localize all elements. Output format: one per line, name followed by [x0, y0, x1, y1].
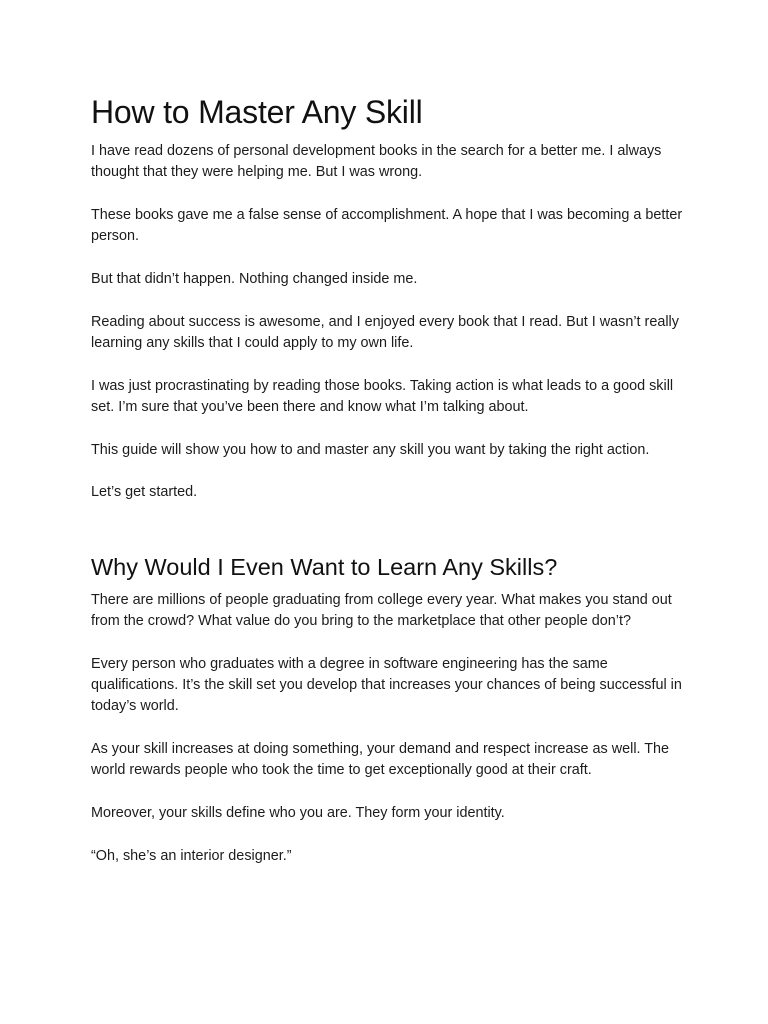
section-paragraph: “Oh, she’s an interior designer.”	[91, 847, 292, 864]
intro-paragraph: Reading about success is awesome, and I enjoyed every book that I read. But I wasn’t really learning any skills that I could apply to my own life.	[91, 313, 679, 351]
document-page	[91, 92, 691, 888]
intro-paragraph: This guide will show you how to and master any skill you want by taking the right action.	[91, 441, 650, 458]
intro-paragraph: But that didn’t happen. Nothing changed inside me.	[91, 270, 418, 287]
section-heading: Why Would I Even Want to Learn Any Skills?	[91, 553, 558, 580]
intro-paragraph: I was just procrastinating by reading those books. Taking action is what leads to a good skill set. I’m sure that you’ve been there and know what I’m talking about.	[91, 377, 674, 415]
page-title: How to Master Any Skill	[91, 94, 423, 130]
section-paragraph: Moreover, your skills define who you are. They form your identity.	[91, 804, 505, 821]
intro-paragraph: I have read dozens of personal development books in the search for a better me. I always thought that they were helping me. But I was wrong.	[91, 143, 662, 181]
section-paragraph: Every person who graduates with a degree in software engineering has the same qualifications. It’s the skill set you develop that increases your chances of being successful in today’s world.	[91, 655, 682, 715]
intro-paragraph: These books gave me a false sense of accomplishment. A hope that I was becoming a better person.	[91, 206, 683, 245]
section-paragraph: As your skill increases at doing something, your demand and respect increase as well. The world rewards people who took the time to get exceptionally good at their craft.	[91, 740, 670, 779]
intro-paragraph: Let’s get started.	[91, 484, 198, 501]
section-paragraph: There are millions of people graduating from college every year. What makes you stand out from the crowd? What value do you bring to the marketplace that other people don’t?	[91, 591, 672, 629]
